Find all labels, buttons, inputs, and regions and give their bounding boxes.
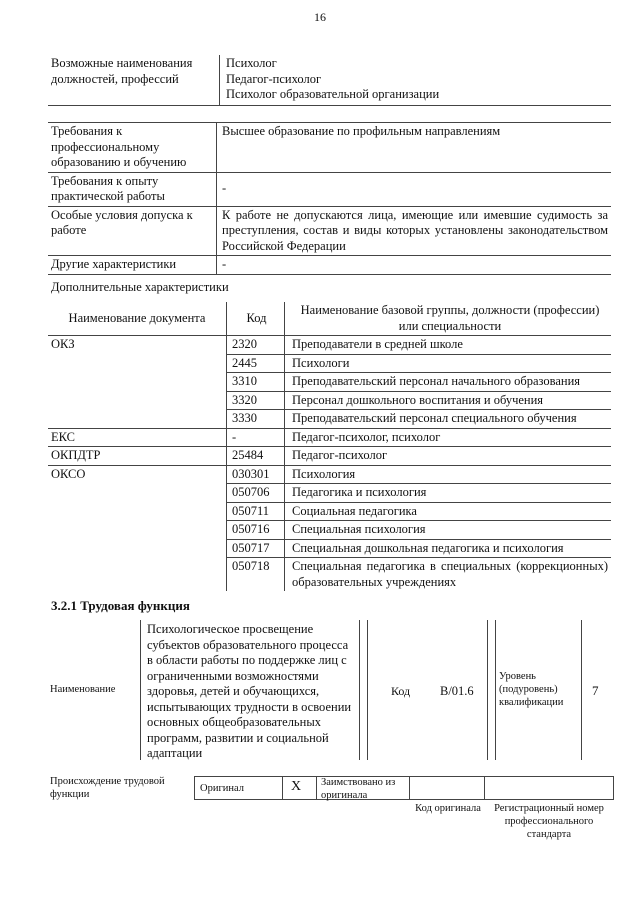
- name-cell: Преподаватели в средней школе: [285, 336, 612, 355]
- doc-name: [48, 484, 227, 503]
- code-cell: 050716: [227, 521, 285, 540]
- name-cell: Специальная дошкольная педагогика и психология: [285, 539, 612, 558]
- code-value: B/01.6: [440, 684, 474, 698]
- labor-function-title: 3.2.1 Трудовая функция: [51, 598, 190, 613]
- name-cell: Персонал дошкольного воспитания и обучения: [285, 391, 612, 410]
- requirement-label: Особые условия допуска к работе: [48, 206, 217, 256]
- table-row: [48, 539, 611, 558]
- doc-name: [48, 410, 227, 429]
- table-row: [48, 465, 611, 484]
- positions-values: [220, 55, 612, 105]
- header-code: Код: [227, 302, 285, 336]
- requirement-value: -: [217, 172, 612, 206]
- table-row: [48, 391, 611, 410]
- code-cell: 050706: [227, 484, 285, 503]
- function-name-value: Психологическое просвещение субъектов образовательного процесса в области работы по поддержке лиц с ограниченными возможностями здоровья, детей и обучающихся, испытывающих трудности в освоении основных общеобразовательных программ, развитии и социальной адаптации: [147, 622, 352, 760]
- doc-name: [48, 354, 227, 373]
- doc-name: [48, 521, 227, 540]
- name-cell: Преподавательский персонал специального обучения: [285, 410, 612, 429]
- origin-label: Происхождение трудовой функции: [50, 776, 165, 800]
- table-row: [48, 558, 611, 592]
- name-cell: Педагог-психолог: [285, 447, 612, 466]
- code-cell: 050717: [227, 539, 285, 558]
- table-row: [48, 447, 611, 466]
- requirements-table: [48, 122, 611, 275]
- code-cell: 030301: [227, 465, 285, 484]
- table-row: [48, 428, 611, 447]
- table-row: [48, 521, 611, 540]
- code-cell: 3330: [227, 410, 285, 429]
- name-cell: Педагог-психолог, психолог: [285, 428, 612, 447]
- name-cell: Психология: [285, 465, 612, 484]
- original-label: Оригинал: [200, 783, 244, 794]
- code-cell: 25484: [227, 447, 285, 466]
- name-cell: Специальная педагогика в специальных (коррекционных) образовательных учреждениях: [292, 559, 608, 589]
- requirement-label: Требования к профессиональному образованию и обучению: [48, 123, 217, 173]
- name-cell: Социальная педагогика: [285, 502, 612, 521]
- name-cell: Преподавательский персонал начального образования: [285, 373, 612, 392]
- doc-name: [48, 373, 227, 392]
- requirement-value: К работе не допускаются лица, имеющие или имевшие судимость за преступления, состав и виды которых установлены законодательством Российской Федерации: [217, 206, 612, 256]
- doc-name: ОКСО: [48, 465, 227, 484]
- doc-name: ОКЗ: [48, 336, 227, 355]
- code-cell: -: [227, 428, 285, 447]
- name-cell: Специальная психология: [285, 521, 612, 540]
- table-row: [48, 484, 611, 503]
- code-label: Код: [391, 684, 411, 698]
- borrowed-label: Заимствовано из оригинала: [321, 777, 396, 801]
- requirement-row: [48, 123, 611, 173]
- original-mark: X: [291, 779, 302, 794]
- level-value: 7: [592, 683, 599, 698]
- code-cell: 050711: [227, 502, 285, 521]
- requirement-row: [48, 172, 611, 206]
- requirement-label: Другие характеристики: [48, 256, 217, 275]
- table-row: [48, 373, 611, 392]
- additional-table: [48, 302, 611, 591]
- table-row: [48, 336, 611, 355]
- position-item: Психолог образовательной организации: [226, 87, 440, 101]
- code-original-label: Код оригинала: [415, 803, 481, 814]
- name-label: Наименование: [50, 684, 116, 695]
- doc-name: [48, 558, 227, 592]
- additional-title: Дополнительные характеристики: [51, 280, 229, 294]
- code-cell: 2320: [227, 336, 285, 355]
- code-cell: 3310: [227, 373, 285, 392]
- positions-label: Возможные наименования должностей, профессий: [48, 55, 220, 105]
- doc-name: ЕКС: [48, 428, 227, 447]
- header-document: Наименование документа: [48, 302, 227, 336]
- doc-name: ОКПДТР: [48, 447, 227, 466]
- position-item: Педагог-психолог: [226, 71, 322, 86]
- table-row: [48, 354, 611, 373]
- page-number: 16: [314, 10, 326, 24]
- reg-number-label: Регистрационный номер профессионального стандарта: [494, 803, 604, 840]
- positions-table: [48, 55, 611, 106]
- code-cell: 050718: [227, 558, 285, 592]
- doc-name: [48, 539, 227, 558]
- position-item: Психолог: [226, 56, 277, 70]
- code-cell: 2445: [227, 354, 285, 373]
- header-name: Наименование базовой группы, должности (профессии) или специальности: [285, 302, 612, 336]
- level-label: Уровень (подуровень) квалификации: [499, 671, 564, 708]
- additional-header-row: [48, 302, 611, 336]
- table-row: [48, 410, 611, 429]
- doc-name: [48, 502, 227, 521]
- name-cell: Педагогика и психология: [285, 484, 612, 503]
- requirement-row: [48, 206, 611, 256]
- requirement-label: Требования к опыту практической работы: [48, 172, 217, 206]
- requirement-value: -: [217, 256, 612, 275]
- table-row: [48, 502, 611, 521]
- requirement-value: Высшее образование по профильным направлениям: [217, 123, 612, 173]
- name-cell: Психологи: [285, 354, 612, 373]
- requirement-row: [48, 256, 611, 275]
- doc-name: [48, 391, 227, 410]
- code-cell: 3320: [227, 391, 285, 410]
